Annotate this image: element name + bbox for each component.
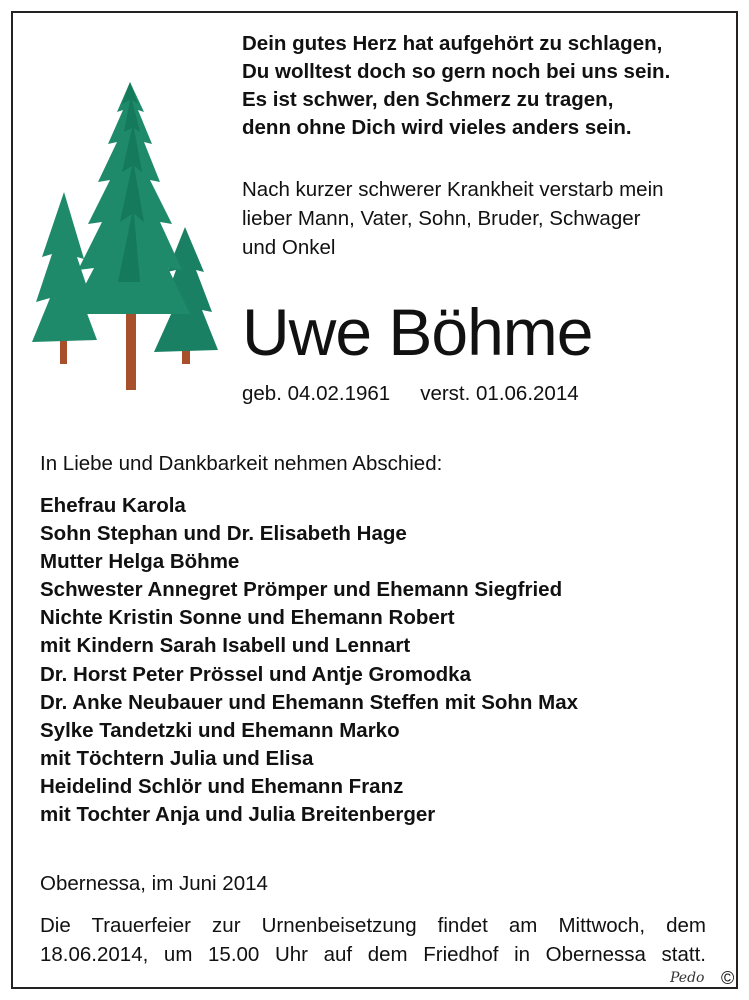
mourner: mit Kindern Sarah Isabell und Lennart — [40, 634, 411, 658]
poem-line: Dein gutes Herz hat aufgehört zu schlagen, — [242, 32, 663, 55]
place-and-date: Obernessa, im Juni 2014 — [40, 872, 268, 895]
mourner: Schwester Annegret Prömper und Ehemann Siegfried — [40, 578, 563, 602]
mourner: mit Tochter Anja und Julia Breitenberger — [40, 803, 436, 827]
copyright-mark: © — [721, 968, 735, 988]
mourner: Sylke Tandetzki und Ehemann Marko — [40, 718, 400, 742]
death-announcement — [242, 175, 722, 262]
funeral-service-info — [40, 911, 706, 969]
designer-signature: Pedo — [670, 970, 705, 986]
mourner: Dr. Anke Neubauer und Ehemann Steffen mit Sohn Max — [40, 690, 579, 714]
service-line: Die Trauerfeier zur Urnenbeisetzung findet am Mittwoch, dem — [40, 914, 706, 937]
intro-line: Nach kurzer schwerer Krankheit verstarb mein — [242, 178, 664, 201]
mourner: Mutter Helga Böhme — [40, 550, 240, 574]
poem-line: denn ohne Dich wird vieles anders sein. — [242, 116, 632, 139]
poem-line: Du wolltest doch so gern noch bei uns sein. — [242, 60, 671, 83]
death-date: verst. 01.06.2014 — [420, 382, 579, 405]
mourner: Dr. Horst Peter Prössel und Antje Gromodka — [40, 662, 471, 686]
farewell-line: In Liebe und Dankbarkeit nehmen Abschied: — [40, 452, 443, 475]
mourners-list — [40, 492, 578, 829]
poem-line: Es ist schwer, den Schmerz zu tragen, — [242, 88, 614, 111]
intro-line: lieber Mann, Vater, Sohn, Bruder, Schwager — [242, 207, 641, 230]
mourner: mit Töchtern Julia und Elisa — [40, 746, 314, 770]
mourner: Sohn Stephan und Dr. Elisabeth Hage — [40, 522, 407, 546]
birth-date: geb. 04.02.1961 — [242, 382, 391, 405]
fir-trees-illustration — [22, 52, 222, 397]
mourner: Ehefrau Karola — [40, 494, 186, 517]
intro-line: und Onkel — [242, 236, 336, 259]
service-line: 18.06.2014, um 15.00 Uhr auf dem Friedhof in Obernessa statt. — [40, 943, 706, 966]
poem — [242, 30, 722, 142]
deceased-name: Uwe Böhme — [242, 295, 593, 369]
life-dates — [242, 380, 579, 408]
mourner: Heidelind Schlör und Ehemann Franz — [40, 774, 404, 798]
mourner: Nichte Kristin Sonne und Ehemann Robert — [40, 606, 455, 630]
